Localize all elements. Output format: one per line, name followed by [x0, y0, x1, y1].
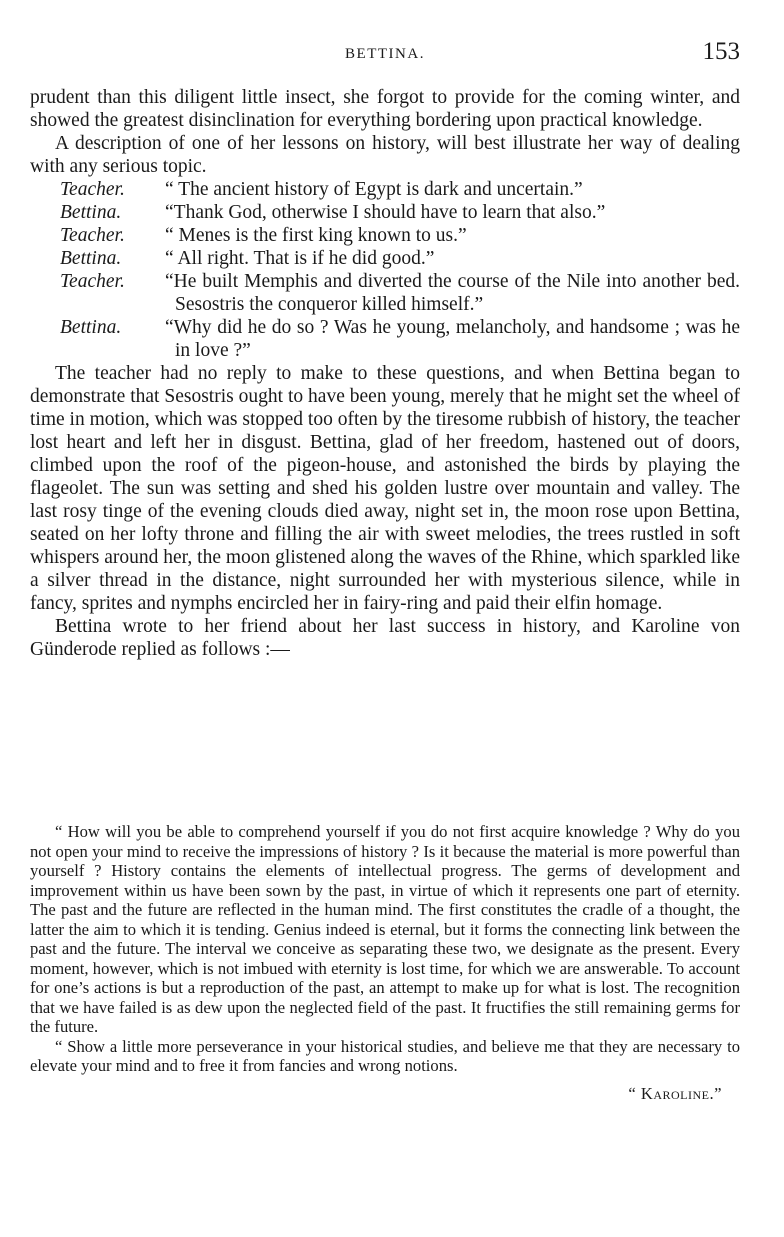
speaker-label: Teacher.: [60, 225, 125, 246]
letter-paragraph: “ Show a little more perseverance in your historical studies, and believe me that they are necessary to elevate your mind and to free it from fancies and wrong notions.: [30, 1036, 740, 1075]
speech-text: “ All right. That is if he did good.”: [165, 248, 435, 269]
paragraph-teacher-reply: The teacher had no reply to make to these questions, and when Bettina began to demonstrate that Sesostris ought to have been young, merely that he might set the wheel of time in motion, which was stopped too often by the tiresome rubbish of history, the teacher lost heart and left her in disgust. Bettina, glad of her freedom, hastened out of doors, climbed upon the roof of the pigeon-house, and astonished the birds by playing the flageolet. The sun was setting and shed his golden lustre over mountain and valley. The last rosy tinge of the evening clouds died away, night set in, the moon rose upon Bettina, seated on her lofty throne and filling the air with sweet melodies, the trees rustled in soft whispers around her, the moon glistened along the waves of the Rhine, which sparkled like a silver thread in the distance, night surrounded her with mysterious silence, while in fancy, sprites and nymphs encircled her in fairy-ring and paid their elfin homage.: [30, 363, 740, 614]
paragraph-letter-intro: Bettina wrote to her friend about her last success in history, and Karoline von Günderode replied as follows :—: [30, 616, 740, 660]
speaker-label: Teacher.: [60, 179, 125, 200]
speech-text: “He built Memphis and diverted the course of the Nile into another bed. Sesostris the conqueror killed himself.”: [165, 271, 740, 315]
page-number: 153: [702, 38, 740, 65]
dialogue-line: [30, 247, 740, 270]
letter-paragraph: “ How will you be able to comprehend yourself if you do not first acquire knowledge ? Why do you not open your mind to receive the impressions of history ? Is it because the material is more powerful than yourself ? History contains the elements of intellectual progress. The germs of development and improvement within us have been sown by the past, in virtue of which it represents one part of eternity. The past and the future are reflected in the human mind. The first constitutes the cradle of a thought, the latter the aim to which it is tending. Genius indeed is eternal, but it forms the connecting link between the past and the future. The interval we conceive as separating these two, we designate as the present. Every moment, however, which is not imbued with eternity is lost time, for which we are answerable. To account for one’s actions is but a reproduction of the past, an attempt to make up for what is lost. The recognition that we have failed is as dew upon the neglected field of the past. It fructifies the still remaining germs for the future.: [30, 822, 740, 1036]
dialogue-line: [30, 178, 740, 201]
running-head: BETTINA.: [345, 46, 425, 62]
speaker-label: Teacher.: [60, 271, 125, 292]
speech-text: “ Menes is the first king known to us.”: [165, 225, 467, 246]
letter-signature: “ Karoline.”: [628, 1083, 722, 1103]
karoline-letter: [30, 822, 740, 1103]
paragraph-continuation: prudent than this diligent little insect, she forgot to provide for the coming winter, and showed the greatest disinclination for everything bordering upon practical knowledge.: [30, 87, 740, 131]
dialogue-line: [30, 270, 740, 316]
history-lesson-dialogue: [30, 178, 740, 362]
page-header: [30, 38, 740, 70]
book-page: [30, 0, 740, 1237]
speech-text: “Thank God, otherwise I should have to learn that also.”: [165, 202, 606, 223]
speech-text: “Why did he do so ? Was he young, melancholy, and handsome ; was he in love ?”: [165, 317, 740, 361]
dialogue-line: [30, 224, 740, 247]
dialogue-line: [30, 316, 740, 362]
speaker-label: Bettina.: [60, 317, 122, 338]
paragraph-intro-lesson: A description of one of her lessons on history, will best illustrate her way of dealing with any serious topic.: [30, 133, 740, 177]
body-text: [30, 86, 740, 661]
speaker-label: Bettina.: [60, 202, 122, 223]
dialogue-line: [30, 201, 740, 224]
speech-text: “ The ancient history of Egypt is dark and uncertain.”: [165, 179, 583, 200]
speaker-label: Bettina.: [60, 248, 122, 269]
